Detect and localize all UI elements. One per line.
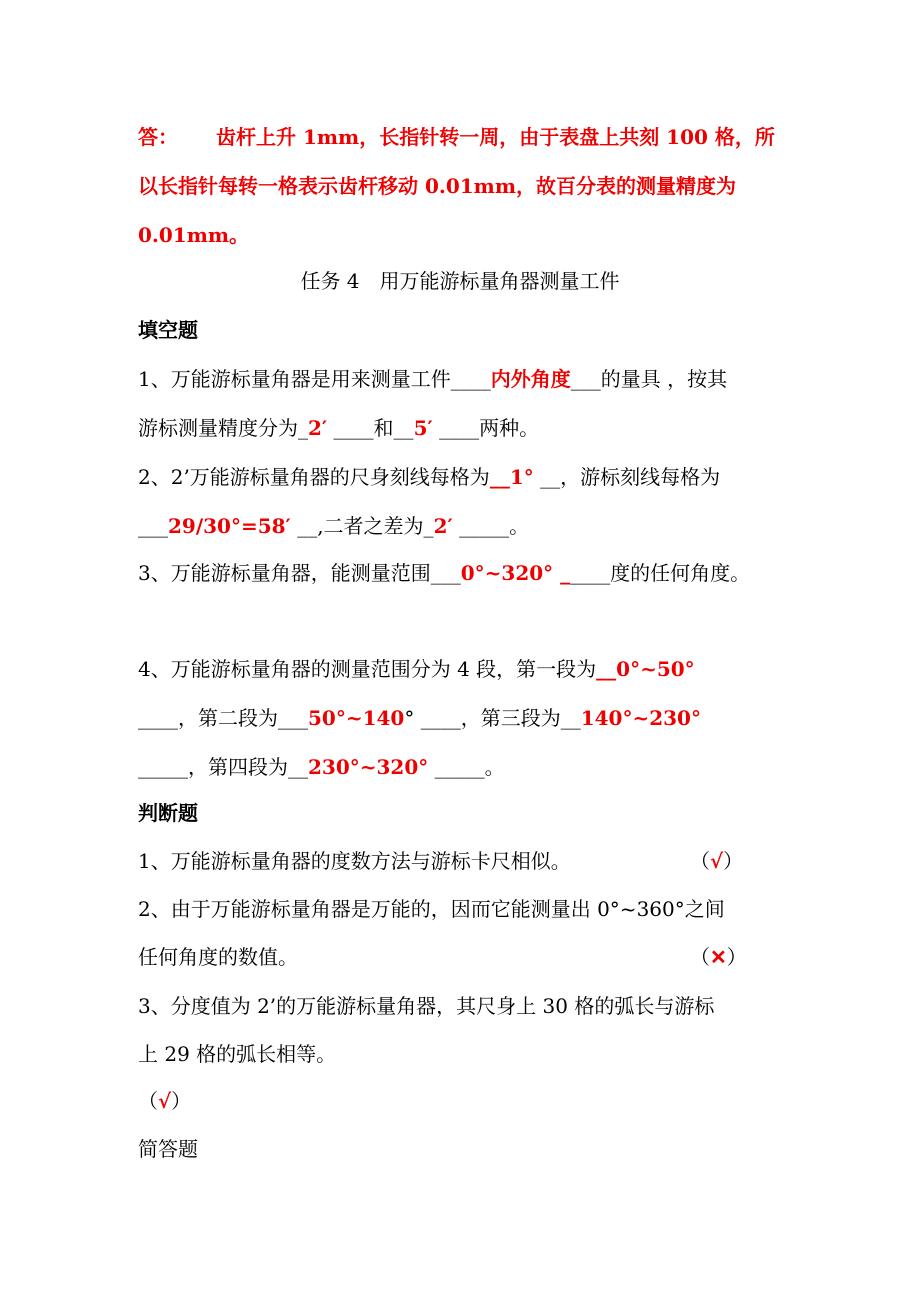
answer-line-1 (138, 122, 782, 152)
answer-line-3: 0.01mm。 (138, 223, 250, 247)
fill-q2-line-1 (138, 462, 782, 492)
cross-icon: ✕ (710, 945, 727, 969)
judge-q2-line-1: 2、由于万能游标量角器是万能的，因而它能测量出 0°~360°之间 (138, 897, 725, 921)
judge-q2-text: 任何角度的数值。 (138, 945, 298, 969)
fill-q4-line-2 (138, 703, 782, 733)
fill-q2-answer-2: 29/30°=58′ (168, 514, 291, 538)
judge-q2-answer (690, 942, 747, 972)
fill-q1-answer-2: 2′ (308, 416, 328, 440)
fill-q3-line (138, 558, 782, 588)
judge-q2-line-2 (138, 942, 782, 972)
task-title: 任务 4 用万能游标量角器测量工件 (300, 269, 620, 293)
judge-q3-answer (138, 1086, 782, 1116)
fill-q2-line-2 (138, 511, 782, 541)
fill-q1-text-d: 游标测量精度分为_ (138, 416, 308, 440)
judge-q3-line-2: 上 29 格的弧长相等。 (138, 1042, 337, 1066)
fill-heading: 填空题 (138, 318, 198, 342)
judge-q1-text: 1、万能游标量角器的度数方法与游标卡尺相似。 (138, 849, 571, 873)
fill-q1-answer-1: 内外角度 (490, 367, 571, 391)
answer-prefix: 答： (138, 125, 178, 149)
fill-q1-text-f: ____两种。 (432, 416, 540, 440)
fill-q3-answer: 0°~320° (460, 561, 554, 585)
short-heading: 简答题 (138, 1137, 198, 1161)
fill-q4-answer-3: 140°~230° (580, 706, 701, 730)
judge-q1-line (138, 846, 782, 876)
fill-q3-text-a: 3、万能游标量角器，能测量范围___ (138, 561, 461, 585)
fill-q2-text-a: 2、2’万能游标量角器的尺身刻线每格为 (138, 465, 490, 489)
paren-close: ） (726, 945, 747, 969)
fill-q1-text-a: 1、万能游标量角器是用来测量工件 (138, 367, 451, 391)
fill-q4-text-c: _____，第四段为__ (138, 755, 308, 779)
fill-q4-text-a: 4、万能游标量角器的测量范围分为 4 段，第一段为 (138, 657, 597, 681)
paren-close: ） (171, 1089, 192, 1113)
fill-q2-answer-3: 2′ (433, 514, 453, 538)
fill-q2-answer-1: __1° (489, 465, 534, 489)
fill-q2-blank-c: ___ (138, 514, 168, 538)
fill-q1-text-c: ___的量具 ，按其 (570, 367, 728, 391)
fill-q1-answer-3: 5′ (413, 416, 433, 440)
fill-q2-text-d: __,二者之差为_ (290, 514, 434, 538)
check-icon: √ (158, 1089, 172, 1113)
fill-q4-line-3 (138, 752, 782, 782)
answer-line-2: 以长指针每转一格表示齿杆移动 0.01mm，故百分表的测量精度为 (138, 174, 736, 198)
paren-open: （ (138, 1089, 158, 1113)
fill-q4-text-b2: ° ____，第三段为__ (404, 706, 581, 730)
fill-q3-text-c: ____度的任何角度。 (570, 561, 751, 585)
fill-q4-text-d: _____。 (428, 755, 505, 779)
answer-text-1: 齿杆上升 1mm，长指针转一周，由于表盘上共刻 100 格，所 (216, 125, 775, 149)
paren-close: ） (723, 849, 744, 873)
check-icon: √ (710, 849, 724, 873)
judge-q3-line-1: 3、分度值为 2’的万能游标量角器，其尺身上 30 格的弧长与游标 (138, 994, 715, 1018)
fill-q2-text-b: __，游标刻线每格为 (533, 465, 721, 489)
fill-q2-text-e: _____。 (452, 514, 530, 538)
fill-q1-line-1 (138, 364, 782, 394)
fill-q4-answer-2: 50°~140 (308, 706, 405, 730)
fill-q1-blank-a: ____ (450, 367, 491, 391)
fill-q4-text-b: ____，第二段为___ (138, 706, 308, 730)
fill-q4-line-1 (138, 654, 782, 684)
paren-open: （ (690, 945, 710, 969)
fill-q4-answer-1: __0°~50° (596, 657, 695, 681)
fill-q1-line-2 (138, 413, 782, 443)
fill-q3-blank-b: _ (553, 561, 571, 585)
fill-q1-text-e: ____和__ (327, 416, 414, 440)
fill-q4-answer-4: 230°~320° (308, 755, 429, 779)
judge-q1-answer (690, 846, 743, 876)
judge-heading: 判断题 (138, 801, 198, 825)
paren-open: （ (690, 849, 710, 873)
